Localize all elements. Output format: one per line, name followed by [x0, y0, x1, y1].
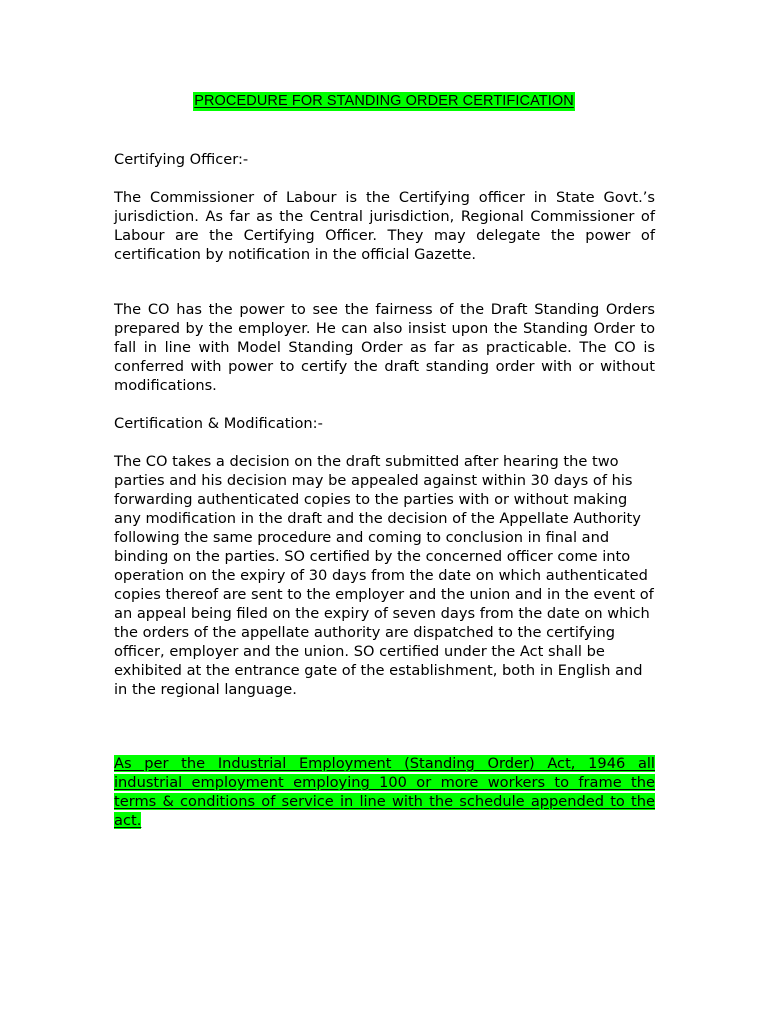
document-title: PROCEDURE FOR STANDING ORDER CERTIFICATION — [194, 93, 574, 109]
paragraph-certification-procedure: The CO takes a decision on the draft submitted after hearing the two parties and his decision may be appealed against within 30 days of his forwarding authenticated copies to the parties with or without making any modification in the draft and the decision of the Appellate Authority following the same procedure and coming to conclusion in final and binding on the parties. SO certified by the concerned officer come into operation on the expiry of 30 days from the date on which authenticated copies thereof are sent to the employer and the union and in the event of an appeal being filed on the expiry of seven days from the date on which the orders of the appellate authority are dispatched to the certifying officer, employer and the union. SO certified under the Act shall be exhibited at the entrance gate of the establishment, both in English and in the regional language. — [114, 453, 654, 698]
paragraph-standing-order-act — [114, 754, 655, 830]
title-wrapper — [0, 92, 768, 111]
heading-certifying-officer: Certifying Officer:- — [114, 151, 249, 168]
heading-certification-modification: Certification & Modification:- — [114, 415, 323, 432]
paragraph-co-powers: The CO has the power to see the fairness of the Draft Standing Orders prepared by the employer. He can also insist upon the Standing Order to fall in line with Model Standing Order as far as practicable. The CO is conferred with power to certify the draft standing order with or without modifications. — [114, 301, 655, 394]
paragraph-certifying-officer: The Commissioner of Labour is the Certifying officer in State Govt.’s jurisdiction. As far as the Central jurisdiction, Regional Commissioner of Labour are the Certifying Officer. They may delegate the power of certification by notification in the official Gazette. — [114, 189, 655, 263]
highlighted-act-text: As per the Industrial Employment (Standing Order) Act, 1946 all industrial employment employing 100 or more workers to frame the terms & conditions of service in line with the schedule appended to the act. — [114, 755, 655, 829]
